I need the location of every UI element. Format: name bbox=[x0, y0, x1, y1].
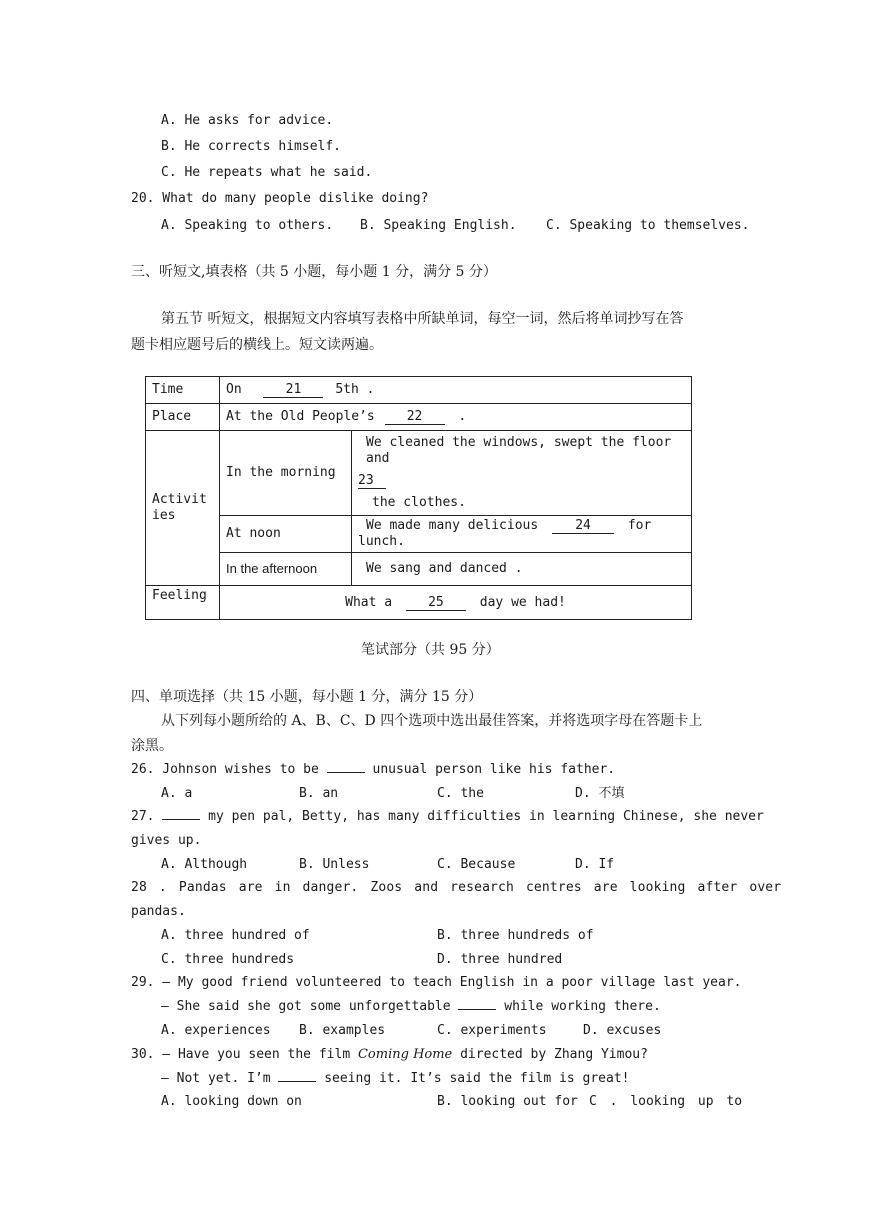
q20-stem: 20. What do many people dislike doing? bbox=[131, 191, 429, 206]
q27-option-d: D. If bbox=[575, 857, 615, 872]
q27-option-b: B. Unless bbox=[299, 857, 370, 872]
row-noon bbox=[146, 516, 692, 553]
place-prefix: At the Old People’s bbox=[226, 409, 375, 424]
q26-stem-post: unusual person like his father. bbox=[372, 762, 616, 777]
noon-prefix: We made many delicious bbox=[366, 518, 539, 533]
blank-22[interactable]: 22 bbox=[385, 410, 445, 425]
q27-stem bbox=[131, 809, 764, 825]
blank-21[interactable]: 21 bbox=[263, 383, 323, 398]
activity-table bbox=[145, 376, 692, 620]
activities-label bbox=[146, 431, 220, 586]
q30-option-b: B. looking out for bbox=[437, 1094, 578, 1109]
q27-stem-line2: gives up. bbox=[131, 833, 202, 848]
noon-suffix: for lunch. bbox=[358, 518, 652, 549]
q28-option-a: A. three hundred of bbox=[161, 928, 310, 943]
q20-option-b: B. Speaking English. bbox=[360, 218, 517, 233]
q28-stem-line2: pandas. bbox=[131, 904, 186, 919]
blank-24[interactable]: 24 bbox=[552, 519, 614, 534]
place-label: Place bbox=[146, 404, 220, 431]
q30-reply bbox=[161, 1071, 629, 1087]
q29-option-a: A. experiences bbox=[161, 1023, 271, 1038]
section3-instruction-line2: 题卡相应题号后的横线上。短文读两遍。 bbox=[131, 337, 383, 353]
time-prefix: On bbox=[226, 382, 242, 397]
q29-option-c: C. experiments bbox=[437, 1023, 547, 1038]
section3-heading: 三、听短文,填表格（共 5 小题，每小题 1 分，满分 5 分） bbox=[131, 264, 497, 280]
place-cell bbox=[220, 404, 692, 431]
q28-option-b: B. three hundreds of bbox=[437, 928, 594, 943]
morning-cell bbox=[352, 431, 692, 516]
q30-film-title: Coming Home bbox=[357, 1047, 453, 1062]
q27-option-c: C. Because bbox=[437, 857, 516, 872]
section4-heading: 四、单项选择（共 15 小题，每小题 1 分，满分 15 分） bbox=[131, 689, 483, 705]
q26-blank[interactable] bbox=[327, 772, 365, 773]
q30-reply-pre: — Not yet. I’m bbox=[161, 1071, 271, 1086]
q28-option-d: D. three hundred bbox=[437, 952, 563, 967]
q27-option-a: A. Although bbox=[161, 857, 248, 872]
q19-option-c: C. He repeats what he said. bbox=[161, 165, 373, 180]
q26-stem bbox=[131, 762, 615, 778]
q30-stem bbox=[131, 1047, 648, 1063]
q26-stem-pre: 26. Johnson wishes to be bbox=[131, 762, 319, 777]
afternoon-text: We sang and danced . bbox=[366, 561, 523, 576]
q30-option-c: C . looking up to bbox=[589, 1094, 743, 1109]
blank-25[interactable]: 25 bbox=[406, 596, 466, 611]
feeling-label: Feeling bbox=[146, 586, 220, 620]
q20-option-a: A. Speaking to others. bbox=[161, 218, 334, 233]
blank-23[interactable]: 23 bbox=[358, 474, 386, 489]
place-suffix: . bbox=[458, 409, 467, 424]
q30-blank[interactable] bbox=[278, 1081, 316, 1082]
morning-label: In the morning bbox=[220, 431, 352, 516]
q27-stem-pre: 27. bbox=[131, 809, 155, 824]
q27-blank[interactable] bbox=[162, 819, 200, 820]
q30-stem-pre: 30. — Have you seen the film bbox=[131, 1047, 351, 1062]
q26-option-d: D. 不填 bbox=[575, 786, 625, 801]
section4-instruction-line1: 从下列每小题所给的 A、B、C、D 四个选项中选出最佳答案，并将选项字母在答题卡上 bbox=[161, 713, 703, 729]
row-afternoon bbox=[146, 553, 692, 586]
q29-option-d: D. excuses bbox=[583, 1023, 662, 1038]
activities-label-part2: ies bbox=[152, 508, 176, 523]
q26-option-a: A. a bbox=[161, 786, 193, 801]
section3-instruction-line1: 第五节 听短文，根据短文内容填写表格中所缺单词，每空一词，然后将单词抄写在答 bbox=[161, 311, 684, 327]
afternoon-label: In the afternoon bbox=[220, 553, 352, 586]
q29-blank[interactable] bbox=[458, 1009, 496, 1010]
q29-reply-pre: — She said she got some unforgettable bbox=[161, 999, 451, 1014]
morning-line3: the clothes. bbox=[372, 495, 466, 510]
q26-option-b: B. an bbox=[299, 786, 339, 801]
noon-label: At noon bbox=[220, 516, 352, 553]
row-time bbox=[146, 377, 692, 404]
q29-reply bbox=[161, 999, 661, 1015]
row-feeling bbox=[146, 586, 692, 620]
written-part-title: 笔试部分（共 95 分） bbox=[361, 642, 500, 658]
feeling-cell bbox=[220, 586, 692, 620]
afternoon-cell bbox=[352, 553, 692, 586]
q26-option-c: C. the bbox=[437, 786, 484, 801]
morning-line1: We cleaned the windows, swept the floor and bbox=[366, 435, 672, 466]
time-suffix: 5th . bbox=[335, 382, 375, 397]
feeling-prefix: What a bbox=[345, 594, 393, 610]
q28-stem: 28 . Pandas are in danger. Zoos and research centres are looking after over bbox=[131, 880, 782, 895]
q19-option-a: A. He asks for advice. bbox=[161, 113, 334, 128]
q30-reply-post: seeing it. It’s said the film is great! bbox=[324, 1071, 630, 1086]
section4-instruction-line2: 涂黑。 bbox=[131, 738, 173, 754]
q30-option-a: A. looking down on bbox=[161, 1094, 302, 1109]
row-morning bbox=[146, 431, 692, 516]
q27-stem-post: my pen pal, Betty, has many difficulties in learning Chinese, she never bbox=[208, 809, 764, 824]
activities-label-part1: Activit bbox=[152, 492, 207, 507]
feeling-suffix: day we had! bbox=[479, 594, 566, 610]
time-label: Time bbox=[146, 377, 220, 404]
q29-stem: 29. — My good friend volunteered to teach English in a poor village last year. bbox=[131, 975, 742, 990]
time-cell bbox=[220, 377, 692, 404]
noon-cell bbox=[352, 516, 692, 553]
q29-reply-post: while working there. bbox=[504, 999, 661, 1014]
q20-option-c: C. Speaking to themselves. bbox=[546, 218, 750, 233]
q30-stem-post: directed by Zhang Yimou? bbox=[460, 1047, 648, 1062]
q29-option-b: B. examples bbox=[299, 1023, 386, 1038]
q19-option-b: B. He corrects himself. bbox=[161, 139, 342, 154]
row-place bbox=[146, 404, 692, 431]
q28-option-c: C. three hundreds bbox=[161, 952, 295, 967]
